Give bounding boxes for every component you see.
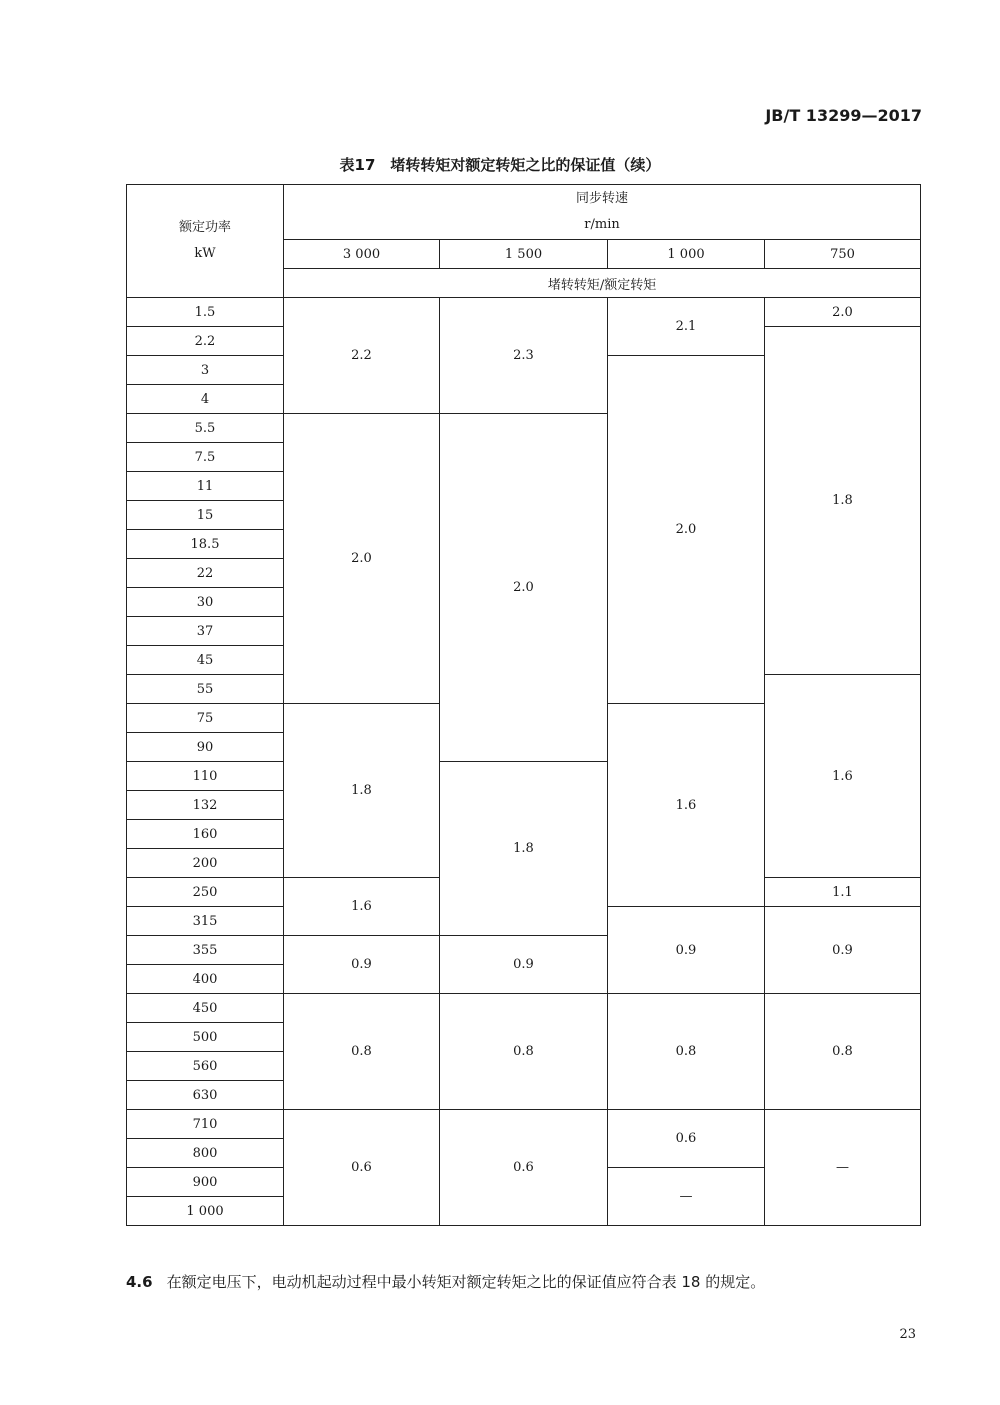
ratio-cell: 1.6: [608, 704, 765, 907]
speed-3000: 3 000: [284, 240, 440, 269]
power-cell: 900: [127, 1168, 284, 1197]
power-cell: 1 000: [127, 1197, 284, 1226]
ratio-cell: 2.3: [440, 298, 608, 414]
page-number: 23: [899, 1327, 916, 1342]
power-cell: 45: [127, 646, 284, 675]
power-cell: 160: [127, 820, 284, 849]
ratio-cell: —: [765, 1110, 921, 1226]
ratio-cell: 0.8: [608, 994, 765, 1110]
rated-power-label: 额定功率: [178, 220, 231, 235]
ratio-header: 堵转转矩/额定转矩: [284, 269, 921, 298]
power-cell: 710: [127, 1110, 284, 1139]
clause-text: 在额定电压下，电动机起动过程中最小转矩对额定转矩之比的保证值应符合表 18 的规定。: [166, 1273, 766, 1291]
ratio-cell: 0.8: [440, 994, 608, 1110]
power-cell: 90: [127, 733, 284, 762]
ratio-cell: 1.8: [765, 327, 921, 675]
ratio-cell: 0.6: [284, 1110, 440, 1226]
power-cell: 560: [127, 1052, 284, 1081]
power-cell: 30: [127, 588, 284, 617]
ratio-cell: 0.9: [284, 936, 440, 994]
power-cell: 37: [127, 617, 284, 646]
power-cell: 630: [127, 1081, 284, 1110]
table-row: [127, 994, 921, 1023]
table-title: 表17 堵转转矩对额定转矩之比的保证值（续）: [339, 156, 661, 174]
power-cell: 800: [127, 1139, 284, 1168]
speed-1500: 1 500: [440, 240, 608, 269]
ratio-cell: 1.8: [284, 704, 440, 878]
power-cell: 75: [127, 704, 284, 733]
rated-power-header: [127, 185, 284, 298]
torque-ratio-table: [126, 184, 921, 1226]
sync-speed-label: 同步转速: [576, 191, 629, 206]
ratio-cell: 2.0: [284, 414, 440, 704]
ratio-cell: 1.8: [440, 762, 608, 936]
ratio-cell: 0.9: [440, 936, 608, 994]
power-cell: 400: [127, 965, 284, 994]
power-cell: 450: [127, 994, 284, 1023]
standard-number: JB/T 13299—2017: [765, 106, 922, 125]
ratio-cell: 0.6: [440, 1110, 608, 1226]
ratio-cell: 2.0: [765, 298, 921, 327]
ratio-cell: 2.0: [608, 356, 765, 704]
ratio-cell: 2.0: [440, 414, 608, 762]
ratio-cell: 0.9: [765, 907, 921, 994]
power-cell: 3: [127, 356, 284, 385]
clause-number: 4.6: [126, 1273, 153, 1291]
clause-4-6: [126, 1271, 765, 1292]
ratio-cell: 1.1: [765, 878, 921, 907]
ratio-cell: —: [608, 1168, 765, 1226]
ratio-cell: 1.6: [284, 878, 440, 936]
power-cell: 7.5: [127, 443, 284, 472]
ratio-cell: 0.8: [765, 994, 921, 1110]
power-cell: 55: [127, 675, 284, 704]
power-cell: 15: [127, 501, 284, 530]
ratio-cell: 2.2: [284, 298, 440, 414]
power-cell: 355: [127, 936, 284, 965]
power-cell: 132: [127, 791, 284, 820]
power-cell: 22: [127, 559, 284, 588]
rated-power-unit: kW: [194, 246, 216, 261]
power-cell: 200: [127, 849, 284, 878]
ratio-cell: 2.1: [608, 298, 765, 356]
power-cell: 18.5: [127, 530, 284, 559]
power-cell: 4: [127, 385, 284, 414]
table-row: [127, 298, 921, 327]
ratio-cell: 0.9: [608, 907, 765, 994]
speed-1000: 1 000: [608, 240, 765, 269]
power-cell: 11: [127, 472, 284, 501]
ratio-cell: 1.6: [765, 675, 921, 878]
power-cell: 315: [127, 907, 284, 936]
power-cell: 2.2: [127, 327, 284, 356]
speed-750: 750: [765, 240, 921, 269]
ratio-cell: 0.6: [608, 1110, 765, 1168]
power-cell: 500: [127, 1023, 284, 1052]
power-cell: 1.5: [127, 298, 284, 327]
power-cell: 110: [127, 762, 284, 791]
power-cell: 250: [127, 878, 284, 907]
ratio-cell: 0.8: [284, 994, 440, 1110]
power-cell: 5.5: [127, 414, 284, 443]
sync-speed-header: [284, 185, 921, 240]
sync-speed-unit: r/min: [584, 217, 620, 232]
table-row: [127, 1110, 921, 1139]
